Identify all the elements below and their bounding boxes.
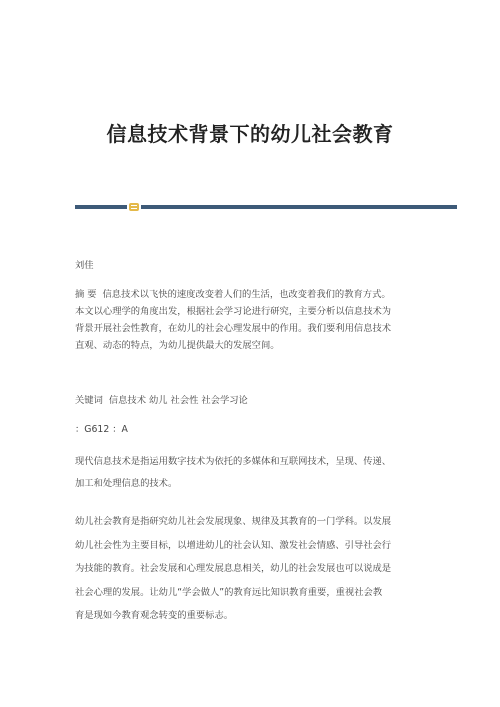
- paragraph-2-line-4: 社会心理的发展。让幼儿“学会做人”的教育远比知识教育重要，重视社会教: [75, 586, 383, 598]
- paragraph-2-line-2: 幼儿社会性为主要目标，以增进幼儿的社会认知、激发社会情感、引导社会行: [75, 539, 392, 551]
- paragraph-2-line-5: 育是现如今教育观念转变的重要标志。: [75, 610, 234, 621]
- abstract-text-1: 信息技术以飞快的速度改变着人们的生活，也改变着我们的教育方式。: [102, 289, 391, 300]
- keywords-section: [75, 392, 425, 409]
- keywords-label: 关键词: [75, 395, 103, 406]
- abstract-line-3: 背景开展社会性教育，在幼儿的社会心理发展中的作用。我们要利用信息技术: [75, 323, 392, 334]
- classification-code: ：G612 ：A: [75, 424, 128, 435]
- paragraph-1: [75, 451, 425, 495]
- abstract-section: [75, 286, 425, 354]
- document-title: 信息技术背景下的幼儿社会教育: [106, 122, 394, 146]
- abstract-line-1: [75, 286, 425, 303]
- divider-bar-right: [141, 205, 457, 209]
- author-name: 刘佳: [75, 260, 94, 271]
- paragraph-1-line-1: 现代信息技术是指运用数字技术为依托的多媒体和互联网技术，呈现、传递、: [75, 456, 392, 467]
- paragraph-2: [75, 510, 425, 628]
- title-divider: [75, 204, 457, 209]
- paragraph-2-line-3: 为技能的教育。社会发展和心理发展息息相关，幼儿的社会发展也可以说成是: [75, 563, 392, 574]
- paragraph-2-line-1: 幼儿社会教育是指研究幼儿社会发展现象、规律及其教育的一门学科。以发展: [75, 516, 392, 527]
- abstract-label: 摘 要: [75, 289, 97, 300]
- divider-bar-left: [75, 205, 127, 209]
- abstract-line-2: 本文以心理学的角度出发，根据社会学习论进行研究，主要分析以信息技术为: [75, 306, 392, 317]
- keywords-text: 信息技术 幼儿 社会性 社会学习论: [108, 395, 248, 406]
- paragraph-1-line-2: 加工和处理信息的技术。: [75, 478, 178, 489]
- abstract-line-4: 直观、动态的特点，为幼儿提供最大的发展空间。: [75, 340, 280, 351]
- divider-book-icon: [129, 203, 139, 211]
